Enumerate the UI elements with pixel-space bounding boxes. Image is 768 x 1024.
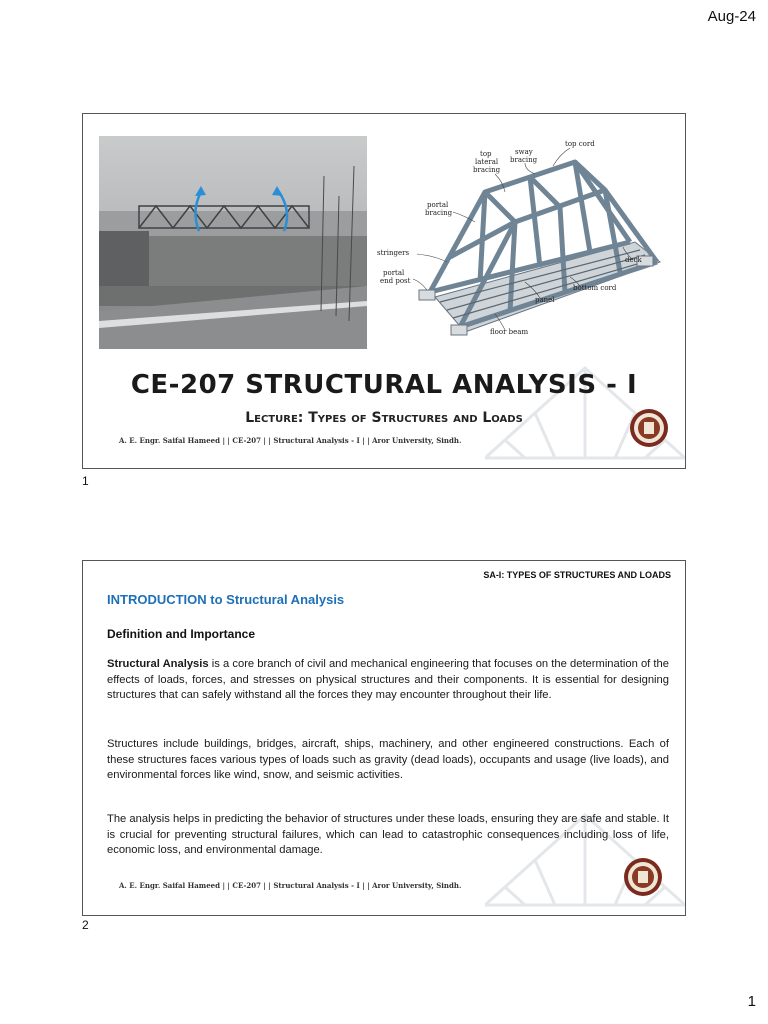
slide-1 <box>82 113 686 469</box>
label-sway: sway <box>515 148 533 156</box>
bridge-photo-illustration <box>99 136 367 349</box>
paragraph-3: The analysis helps in predicting the behavior of structures under these loads, ensuring they are safe and stable. It is crucial for preventing structural failures, which can lead to catastrophic consequences including loss of life, economic loss, and environmental damage. <box>107 813 669 856</box>
slide-2-subheading: Definition and Importance <box>107 627 256 641</box>
label-deck: deck <box>625 256 642 264</box>
label-lateral-bracing: bracing <box>473 166 501 174</box>
slide-2-number: 2 <box>82 918 89 932</box>
slide-1-footer: A. E. Engr. Saifal Hameed | | CE-207 | | Structural Analysis - I | | Aror University, Sindh. <box>119 436 462 445</box>
slide-2-header: SA-I: TYPES OF STRUCTURES AND LOADS <box>483 570 671 580</box>
label-portal-end: portal <box>383 269 405 277</box>
paragraph-1-text: is a core branch of civil and mechanical engineering that focuses on the determination of the effects of loads, forces, and stresses on physical structures and their components. It is essential for designing structures that can safely withstand all the forces they may encounter throughout their life. <box>107 658 669 701</box>
page-number: 1 <box>747 993 756 1010</box>
label-floor-beam: floor beam <box>490 328 529 336</box>
label-bottom-cord: bottom cord <box>573 284 617 292</box>
slide-2-footer: A. E. Engr. Saifal Hameed | | CE-207 | | Structural Analysis - I | | Aror University, Sindh. <box>119 881 462 890</box>
slide-1-number: 1 <box>82 474 89 488</box>
paragraph-1 <box>107 657 669 704</box>
paragraph-1-bold: Structural Analysis <box>107 658 209 670</box>
label-end-post: end post <box>380 277 411 285</box>
slide-2 <box>82 560 686 916</box>
slide-1-subtitle: Lecture: Types of Structures and Loads <box>245 410 523 426</box>
label-top: top <box>480 150 492 158</box>
label-top-cord: top cord <box>565 140 595 148</box>
bridge-photo <box>99 136 367 349</box>
university-emblem-icon <box>623 857 663 897</box>
truss-bridge-diagram <box>375 132 675 354</box>
label-portal-bracing: bracing <box>425 209 453 217</box>
label-bracing: bracing <box>510 156 538 164</box>
label-stringers: stringers <box>377 249 410 257</box>
label-portal: portal <box>427 201 449 209</box>
label-panel: panel <box>535 296 555 304</box>
slide-1-title: CE-207 STRUCTURAL ANALYSIS - I <box>130 370 638 400</box>
paragraph-2: Structures include buildings, bridges, aircraft, ships, machinery, and other engineered constructions. Each of these structures faces various types of loads such as gravity (dead loads), occupants and usage (live loads), and environmental forces like wind, snow, and seismic activities. <box>107 738 669 781</box>
label-lateral: lateral <box>475 158 499 166</box>
header-date: Aug-24 <box>707 8 756 25</box>
university-emblem-icon <box>629 408 669 448</box>
slide-2-heading: INTRODUCTION to Structural Analysis <box>107 592 345 607</box>
